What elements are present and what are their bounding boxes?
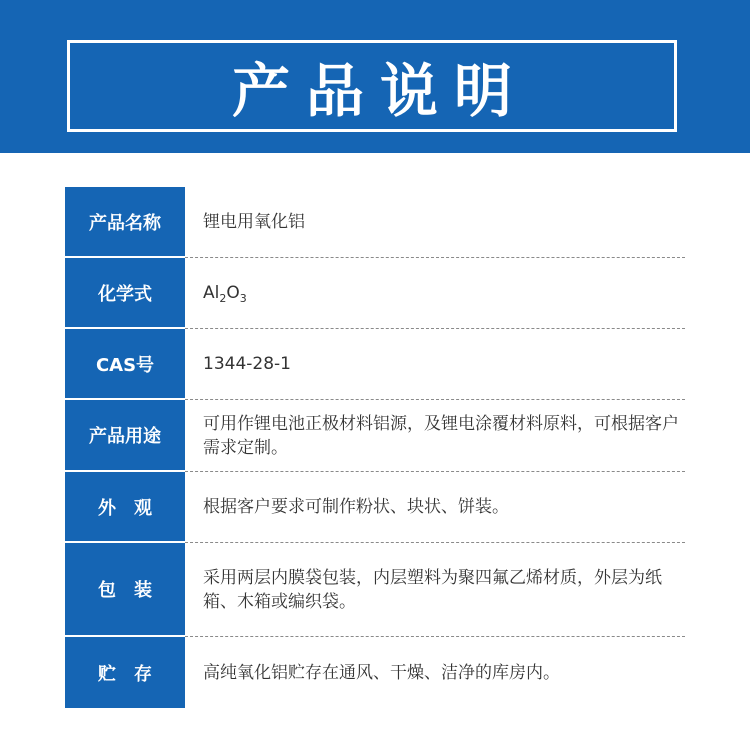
table-row-chemical-formula: [65, 258, 685, 329]
row-value-text: 可用作锂电池正极材料铝源，及锂电涂覆材料原料，可根据客户需求定制。: [203, 413, 679, 458]
row-value: [185, 329, 685, 400]
row-value-text: 锂电用氧化铝: [203, 212, 305, 232]
row-label: 包 装: [65, 543, 185, 637]
row-value-text: 根据客户要求可制作粉状、块状、饼装。: [203, 497, 509, 517]
chemical-formula: [203, 281, 247, 305]
row-label: 产品用途: [65, 400, 185, 472]
row-label: 产品名称: [65, 187, 185, 258]
product-spec-table: [65, 187, 685, 708]
header-title-frame: [67, 40, 677, 132]
row-value: [185, 543, 685, 637]
row-label: 化学式: [65, 258, 185, 329]
row-value: [185, 400, 685, 472]
table-row-usage: [65, 400, 685, 472]
row-value: [185, 637, 685, 708]
table-row-packaging: [65, 543, 685, 637]
page-title: 产品说明: [231, 57, 528, 125]
table-row-product-name: [65, 187, 685, 258]
table-row-storage: [65, 637, 685, 708]
formula-element-o: O: [226, 283, 240, 303]
row-label: CAS号: [65, 329, 185, 400]
row-value: [185, 472, 685, 543]
formula-subscript-2: 2: [219, 292, 227, 305]
row-value: [185, 187, 685, 258]
row-value: [185, 258, 685, 329]
header-banner: [0, 0, 750, 153]
row-value-text: 1344-28-1: [203, 354, 291, 374]
formula-element-al: Al: [203, 283, 220, 303]
row-value-text: 高纯氧化铝贮存在通风、干燥、洁净的库房内。: [203, 662, 560, 683]
row-label: 外 观: [65, 472, 185, 543]
formula-subscript-3: 3: [239, 292, 247, 305]
row-value-text: 采用两层内膜袋包装，内层塑料为聚四氟乙烯材质，外层为纸箱、木箱或编织袋。: [203, 567, 662, 612]
row-label: 贮 存: [65, 637, 185, 708]
table-row-appearance: [65, 472, 685, 543]
table-row-cas-number: [65, 329, 685, 400]
